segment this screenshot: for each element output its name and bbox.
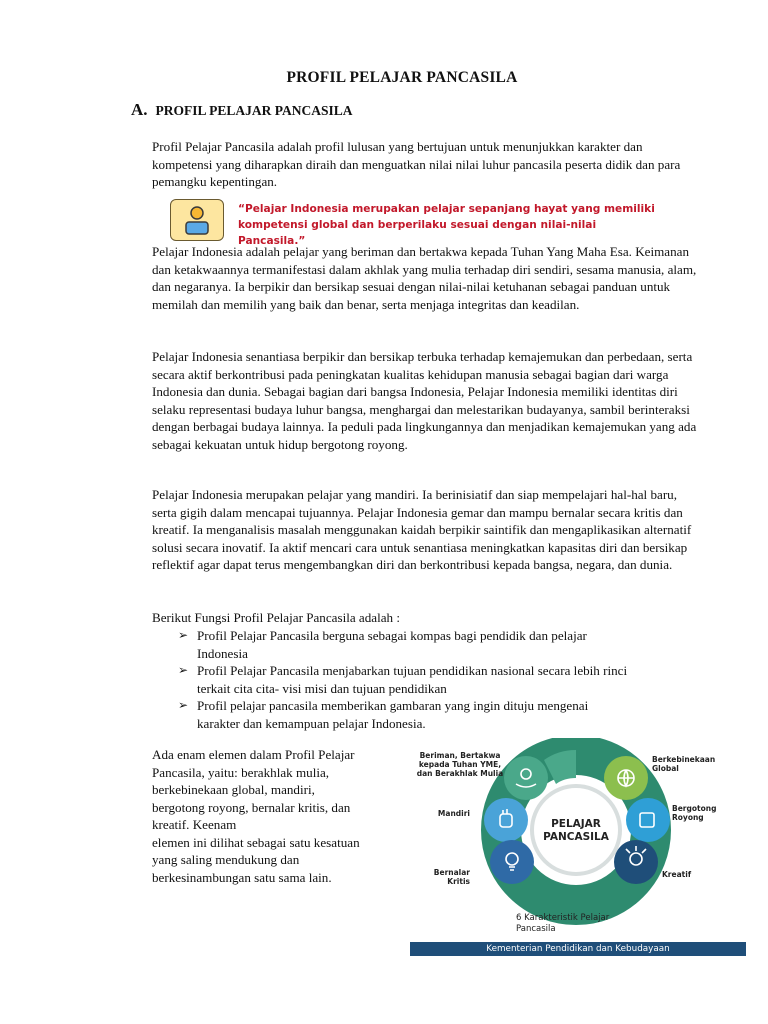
list-item-line: Indonesia xyxy=(197,645,248,661)
list-item-line: Profil Pelajar Pancasila menjabarkan tujuan pendidikan nasional secara lebih rinci xyxy=(197,663,628,678)
list-item xyxy=(178,662,698,697)
node-beriman xyxy=(504,756,548,800)
label-kebinekaan-1: Berkebinekaan xyxy=(652,755,716,764)
label-kreatif: Kreatif xyxy=(662,870,692,879)
list-item-line: Profil pelajar pancasila memberikan gambaran yang ingin dituju mengenai xyxy=(197,698,589,713)
list-item-line: karakter dan kemampuan pelajar Indonesia. xyxy=(197,715,426,731)
caption-line-2: Pancasila xyxy=(516,924,556,934)
label-kebinekaan-2: Global xyxy=(652,764,679,773)
label-bernalar-1: Bernalar xyxy=(433,868,470,877)
arrow-bullet-icon: ➢ xyxy=(178,663,189,677)
document-title: PROFIL PELAJAR PANCASILA xyxy=(286,69,518,86)
paragraph-mandiri: Pelajar Indonesia merupakan pelajar yang mandiri. Ia berinisiatif dan siap mempelajari hal-hal baru, serta gigih dalam mencapai tujuannya. Pelajar Indonesia gemar dan mampu bernalar secara kritis dan kreatif. Ia menganalisis masalah menggunakan kaidah berpikir saintifik dan mengaplikasikan alternatif solusi secara inovatif. Ia aktif mencari cara untuk senantiasa meningkatkan kapasitas diri dan bersikap reflektif agar dapat terus mengembangkan diri dan berkontribusi kepada bangsa, negara, dan dunia. xyxy=(152,487,692,572)
section-letter: A. xyxy=(131,100,148,119)
list-item-line: terkait cita cita- visi misi dan tujuan pendidikan xyxy=(197,680,447,696)
node-mandiri xyxy=(484,798,528,842)
list-item-line: Profil Pelajar Pancasila berguna sebagai kompas bagi pendidik dan pelajar xyxy=(197,628,587,643)
intro-paragraph: Profil Pelajar Pancasila adalah profil lulusan yang bertujuan untuk menunjukkan karakter dan kompetensi yang diharapkan diraih dan menguatkan nilai nilai luhur pancasila peserta didik dan para pemangku kepentingan. xyxy=(152,139,681,189)
elements-line: berkebinekaan global, mandiri, xyxy=(152,782,315,797)
label-bernalar-2: Kritis xyxy=(447,877,470,886)
caption-line-1: 6 Karakteristik Pelajar xyxy=(516,913,610,923)
arrow-bullet-icon: ➢ xyxy=(178,698,189,712)
label-gotong-2: Royong xyxy=(672,813,704,822)
center-label-1: PELAJAR xyxy=(551,818,601,830)
quote-box xyxy=(170,198,658,247)
student-icon xyxy=(170,199,224,241)
node-gotong xyxy=(626,798,670,842)
node-bernalar xyxy=(490,840,534,884)
label-beriman-2: kepada Tuhan YME, xyxy=(418,760,502,769)
elements-line: Ada enam elemen dalam Profil Pelajar xyxy=(152,747,355,762)
paragraph-kebinekaan: Pelajar Indonesia senantiasa berpikir dan bersikap terbuka terhadap kemajemukan dan perbedaan, serta secara aktif berkontribusi pada peningkatan kualitas kehidupan manusia sebagai bagian dari warga Indonesia dan dunia. Sebagai bagian dari bangsa Indonesia, Pelajar Indonesia memiliki identitas diri selaku representasi budaya luhur bangsa, menghargai dan melestarikan budayanya, sambil berinteraksi dengan berbagai budaya lainnya. Ia peduli pada lingkungannya dan menjadikan kemajemukan yang ada sebagai kekuatan untuk hidup bergotong royong. xyxy=(152,349,697,452)
paragraph-beriman: Pelajar Indonesia adalah pelajar yang beriman dan bertakwa kepada Tuhan Yang Maha Esa. Keimanan dan ketakwaannya termanifestasi dalam akhlak yang mulia terhadap diri sendiri, sesama manusia, alam, dan negaranya. Ia berpikir dan bersikap sesuai dengan nilai-nilai ketuhanan sebagai panduan untuk memilah dan memilih yang baik dan benar, serta menjaga integritas dan keadilan. xyxy=(152,244,697,312)
elements-line: Pancasila, yaitu: berakhlak mulia, xyxy=(152,764,330,780)
wheel-svg xyxy=(410,738,746,942)
figure-footer-bar: Kementerian Pendidikan dan Kebudayaan xyxy=(410,942,746,956)
elements-line: kreatif. Keenam xyxy=(152,817,237,832)
elements-paragraph xyxy=(152,746,400,886)
elements-line: bergotong royong, bernalar kritis, dan xyxy=(152,799,351,815)
section-heading-text: PROFIL PELAJAR PANCASILA xyxy=(155,103,353,118)
center-label-2: PANCASILA xyxy=(543,831,609,843)
list-item xyxy=(178,627,698,662)
quote-line-1: “Pelajar Indonesia merupakan pelajar sepanjang hayat yang memiliki xyxy=(238,203,655,215)
functions-list xyxy=(178,627,698,732)
label-beriman-3: dan Berakhlak Mulia xyxy=(416,769,504,778)
pancasila-wheel-figure xyxy=(410,738,746,954)
elements-line: yang saling mendukung dan xyxy=(152,852,300,867)
elements-line: berkesinambungan satu sama lain. xyxy=(152,869,332,885)
label-mandiri: Mandiri xyxy=(437,809,470,818)
list-item xyxy=(178,697,698,732)
label-beriman-1: Beriman, Bertakwa xyxy=(419,751,501,760)
elements-line: elemen ini dilihat sebagai satu kesatuan xyxy=(152,834,360,850)
quote-line-2: kompetensi global dan berperilaku sesuai dengan nilai-nilai Pancasila.” xyxy=(238,219,597,247)
quote-text xyxy=(238,201,658,249)
label-gotong-1: Bergotong xyxy=(672,804,717,813)
section-heading xyxy=(131,100,353,120)
wheel-center xyxy=(532,786,620,874)
functions-intro: Berikut Fungsi Profil Pelajar Pancasila adalah : xyxy=(152,610,401,625)
arrow-bullet-icon: ➢ xyxy=(178,628,189,642)
